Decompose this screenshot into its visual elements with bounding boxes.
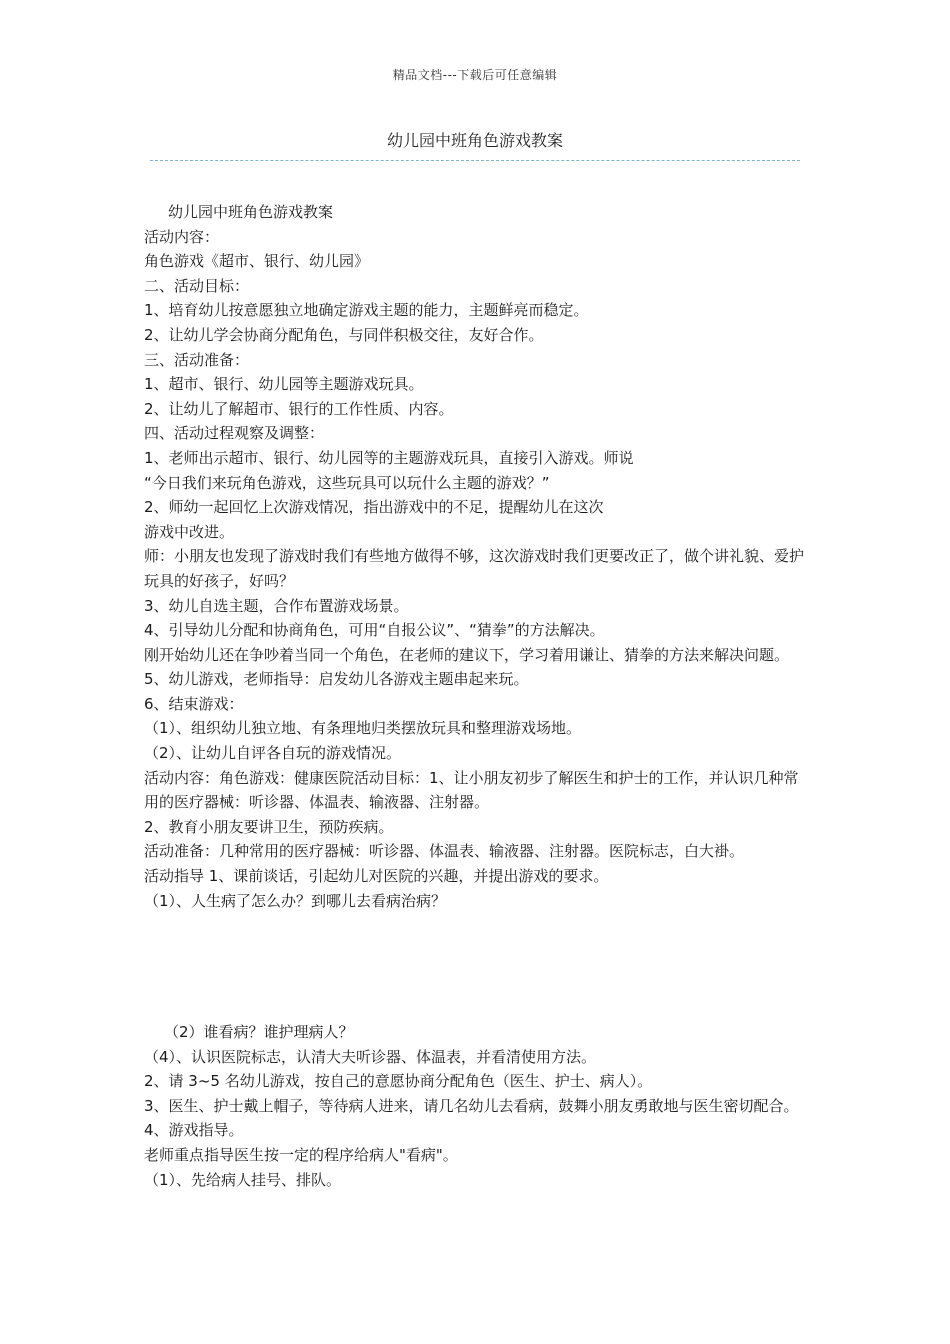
paragraph: 二、活动目标： [144, 276, 250, 295]
paragraph: （2）、让幼儿自评各自玩的游戏情况。 [144, 744, 402, 763]
paragraph: 活动内容： [144, 227, 220, 246]
paragraph: 5、幼儿游戏，老师指导：启发幼儿各游戏主题串起来玩。 [144, 670, 529, 689]
paragraph: 2、让幼儿学会协商分配角色，与同伴积极交往，友好合作。 [144, 325, 544, 344]
paragraph: “今日我们来玩角色游戏，这些玩具可以玩什么主题的游戏？” [144, 473, 550, 492]
paragraph: 角色游戏《超市、银行、幼儿园》 [144, 252, 370, 271]
body-section-1 [144, 200, 810, 913]
paragraph: 4、游戏指导。 [144, 1121, 244, 1140]
paragraph: （1）、人生病了怎么办？到哪儿去看病治病？ [144, 891, 447, 910]
paragraph: （1）、先给病人挂号、排队。 [144, 1170, 342, 1189]
paragraph: 2、让幼儿了解超市、银行的工作性质、内容。 [144, 399, 454, 418]
paragraph: 6、结束游戏： [144, 694, 244, 713]
paragraph: 2、教育小朋友要讲卫生，预防疾病。 [144, 817, 394, 836]
paragraph: 活动准备：几种常用的医疗器械：听诊器、体温表、输液器、注射器。医院标志，白大褂。 [144, 842, 745, 861]
page-title: 幼儿园中班角色游戏教案 [386, 131, 563, 150]
header-note: 精品文档---下载后可任意编辑 [392, 68, 558, 82]
paragraph: 刚开始幼儿还在争吵着当同一个角色，在老师的建议下，学习着用谦让、猜拳的方法来解决问题。 [144, 645, 790, 664]
paragraph: 4、引导幼儿分配和协商角色，可用“自报公议”、“猜拳”的方法解决。 [144, 621, 605, 640]
paragraph: 游戏中改进。 [144, 522, 235, 541]
body-section-2 [144, 1020, 810, 1192]
paragraph: 1、老师出示超市、银行、幼儿园等的主题游戏玩具，直接引入游戏。师说 [144, 448, 634, 467]
paragraph: 幼儿园中班角色游戏教案 [168, 203, 334, 221]
paragraph: 3、幼儿自选主题，合作布置游戏场景。 [144, 596, 409, 615]
paragraph: 四、活动过程观察及调整： [144, 424, 325, 443]
paragraph: （1）、组织幼儿独立地、有条理地归类摆放玩具和整理游戏场地。 [144, 719, 582, 738]
paragraph: 三、活动准备： [144, 350, 250, 369]
paragraph: 2、师幼一起回忆上次游戏情况，指出游戏中的不足，提醒幼儿在这次 [144, 498, 604, 517]
paragraph: （4）、认识医院标志，认清大夫听诊器、体温表，并看清使用方法。 [144, 1047, 597, 1066]
paragraph: 活动指导 1、课前谈话，引起幼儿对医院的兴趣，并提出游戏的要求。 [144, 867, 609, 886]
title-divider [150, 160, 800, 161]
paragraph: （2）谁看病？谁护理病人？ [164, 1023, 354, 1041]
paragraph: 1、培育幼儿按意愿独立地确定游戏主题的能力，主题鲜亮而稳定。 [144, 301, 589, 320]
paragraph: 1、超市、银行、幼儿园等主题游戏玩具。 [144, 375, 424, 394]
paragraph: 2、请 3~5 名幼儿游戏，按自己的意愿协商分配角色（医生、护士、病人）。 [144, 1072, 653, 1091]
paragraph: 活动内容：角色游戏：健康医院活动目标：1、让小朋友初步了解医生和护士的工作，并认识几种常用的医疗器械：听诊器、体温表、输液器、注射器。 [144, 768, 799, 812]
paragraph: 师：小朋友也发现了游戏时我们有些地方做得不够，这次游戏时我们更要改正了，做个讲礼貌、爱护玩具的好孩子，好吗？ [144, 547, 805, 590]
paragraph: 老师重点指导医生按一定的程序给病人"看病"。 [144, 1145, 458, 1164]
paragraph: 3、医生、护士戴上帽子，等待病人进来，请几名幼儿去看病，鼓舞小朋友勇敢地与医生密切配合。 [144, 1096, 799, 1115]
